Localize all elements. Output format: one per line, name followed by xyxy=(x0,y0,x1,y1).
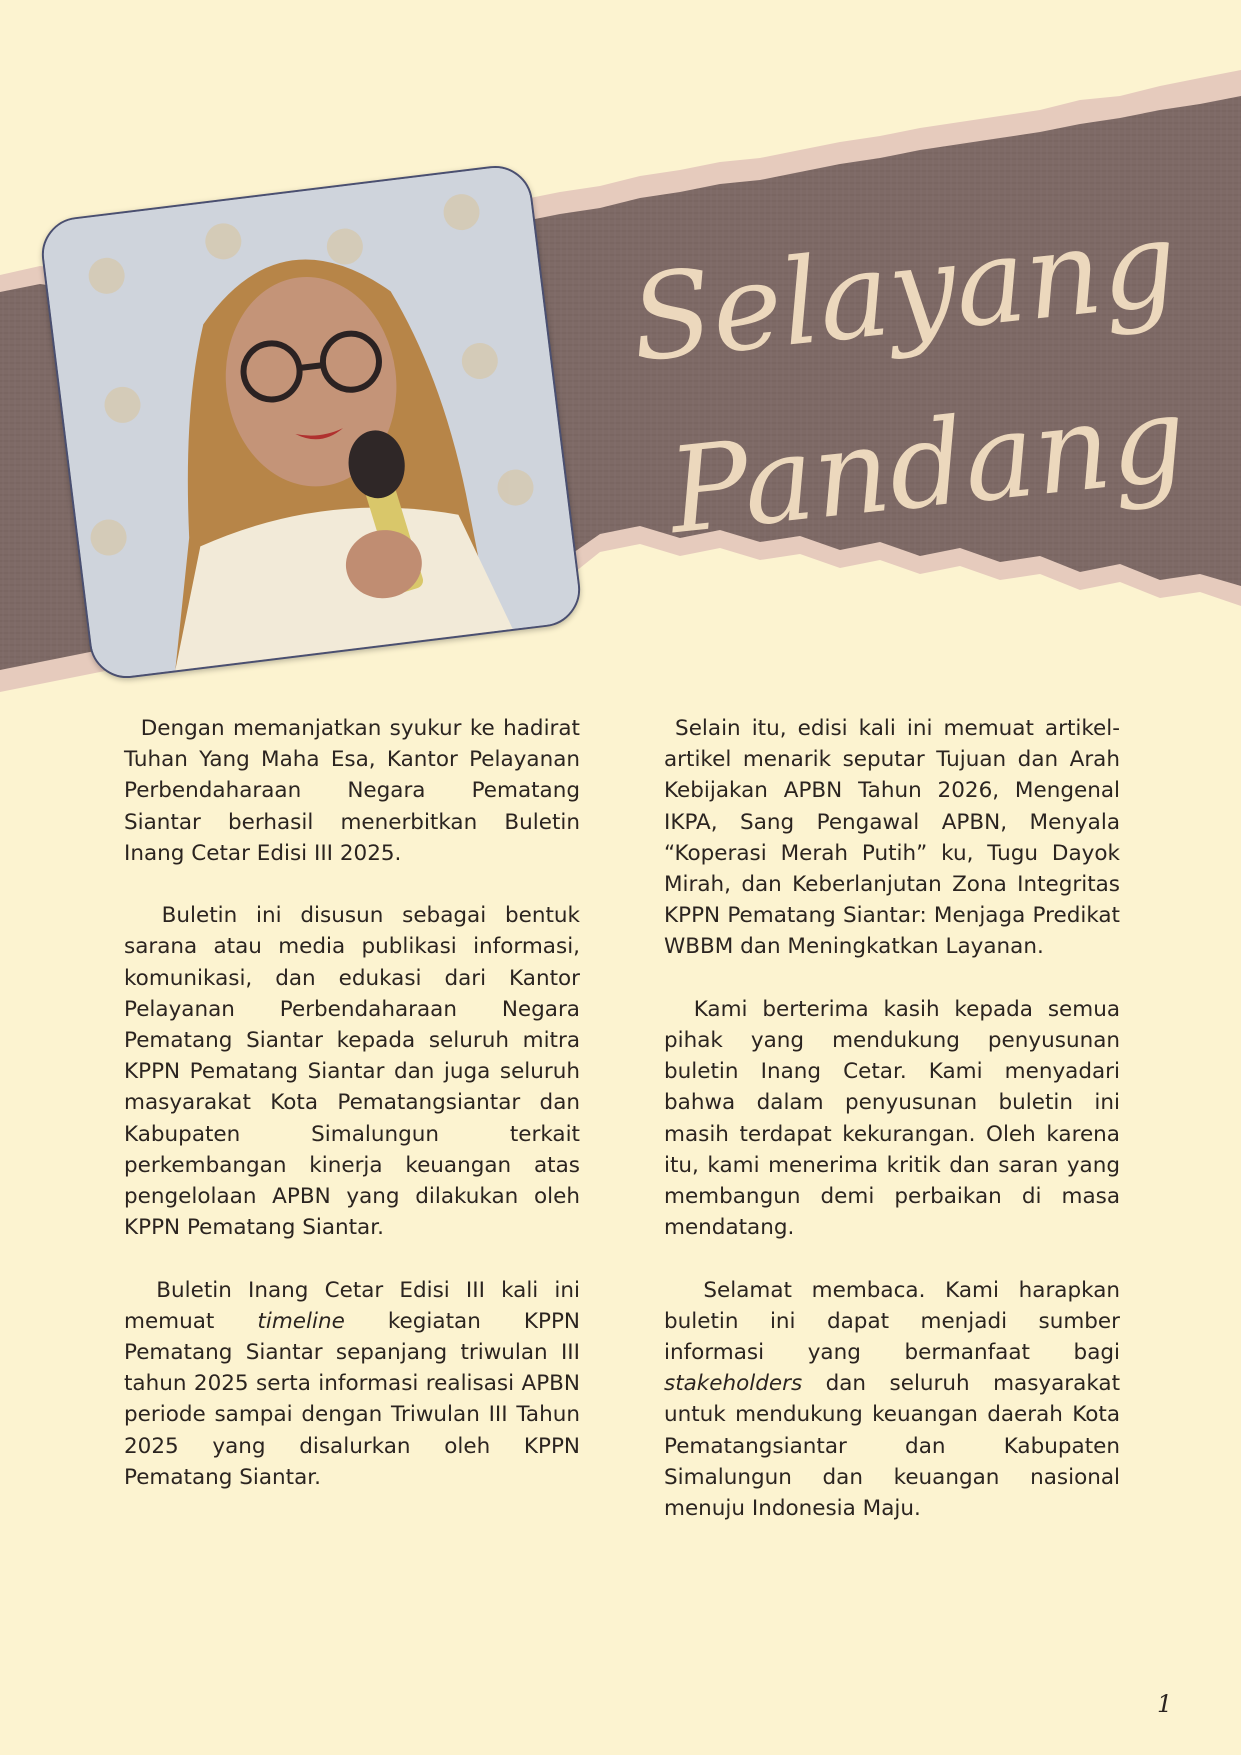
left-paragraph-3-part-2: kegiatan KPPN Pematang Siantar sepanjang triwulan III tahun 2025 serta informasi realisasi APBN periode sampai dengan Triwulan III Tahun 2025 yang disalurkan oleh KPPN Pematang Siantar. xyxy=(124,1308,580,1490)
right-paragraph-1: Selain itu, edisi kali ini memuat artikel-artikel menarik seputar Tujuan dan Arah Kebijakan APBN Tahun 2026, Mengenal IKPA, Sang Pengawal APBN, Menyala “Koperasi Merah Putih” ku, Tugu Dayok Mirah, dan Keberlanjutan Zona Integritas KPPN Pematang Siantar: Menjaga Predikat WBBM dan Meningkatkan Layanan. xyxy=(664,716,1120,960)
portrait-photo xyxy=(38,162,585,683)
right-paragraph-3 xyxy=(664,1275,1120,1525)
page-title xyxy=(603,177,1198,594)
left-paragraph-2: Buletin ini disusun sebagai bentuk sarana atau media publikasi informasi, komunikasi, dan edukasi dari Kantor Pelayanan Perbendaharaan Negara Pematang Siantar kepada seluruh mitra KPPN Pematang Siantar dan juga seluruh masyarakat Kota Pematangsiantar dan Kabupaten Simalungun terkait perkembangan kinerja keuangan atas pengelolaan APBN yang dilakukan oleh KPPN Pematang Siantar. xyxy=(124,903,580,1241)
right-column xyxy=(664,713,1120,1555)
right-paragraph-2: Kami berterima kasih kepada semua pihak yang mendukung penyusunan buletin Inang Cetar. Kami menyadari bahwa dalam penyusunan buletin ini masih terdapat kekurangan. Oleh karena itu, kami menerima kritik dan saran yang membangun demi perbaikan di masa mendatang. xyxy=(664,996,1120,1241)
portrait-photo-icon xyxy=(40,164,582,680)
title-line-selayang: Selayang xyxy=(624,193,1184,389)
right-paragraph-3-italic: stakeholders xyxy=(664,1371,803,1397)
left-paragraph-3-italic: timeline xyxy=(257,1308,345,1334)
title-line-pandang: Pandang xyxy=(662,368,1193,561)
left-column xyxy=(124,713,580,1524)
page-number: 1 xyxy=(1157,1690,1173,1718)
left-paragraph-1: Dengan memanjatkan syukur ke hadirat Tuhan Yang Maha Esa, Kantor Pelayanan Perbendaharaan Negara Pematang Siantar berhasil menerbitkan Buletin Inang Cetar Edisi III 2025. xyxy=(124,716,580,866)
left-paragraph-3-part-1: Buletin Inang Cetar Edisi III kali ini memuat xyxy=(124,1277,580,1334)
right-paragraph-3-part-1: Selamat membaca. Kami harapkan buletin ini dapat menjadi sumber informasi yang bermanfaat bagi xyxy=(664,1277,1120,1366)
left-paragraph-3 xyxy=(124,1275,580,1493)
right-paragraph-3-part-2: dan seluruh masyarakat untuk mendukung keuangan daerah Kota Pematangsiantar dan Kabupaten Simalungun dan keuangan nasional menuju Indonesia Maju. xyxy=(664,1371,1120,1522)
